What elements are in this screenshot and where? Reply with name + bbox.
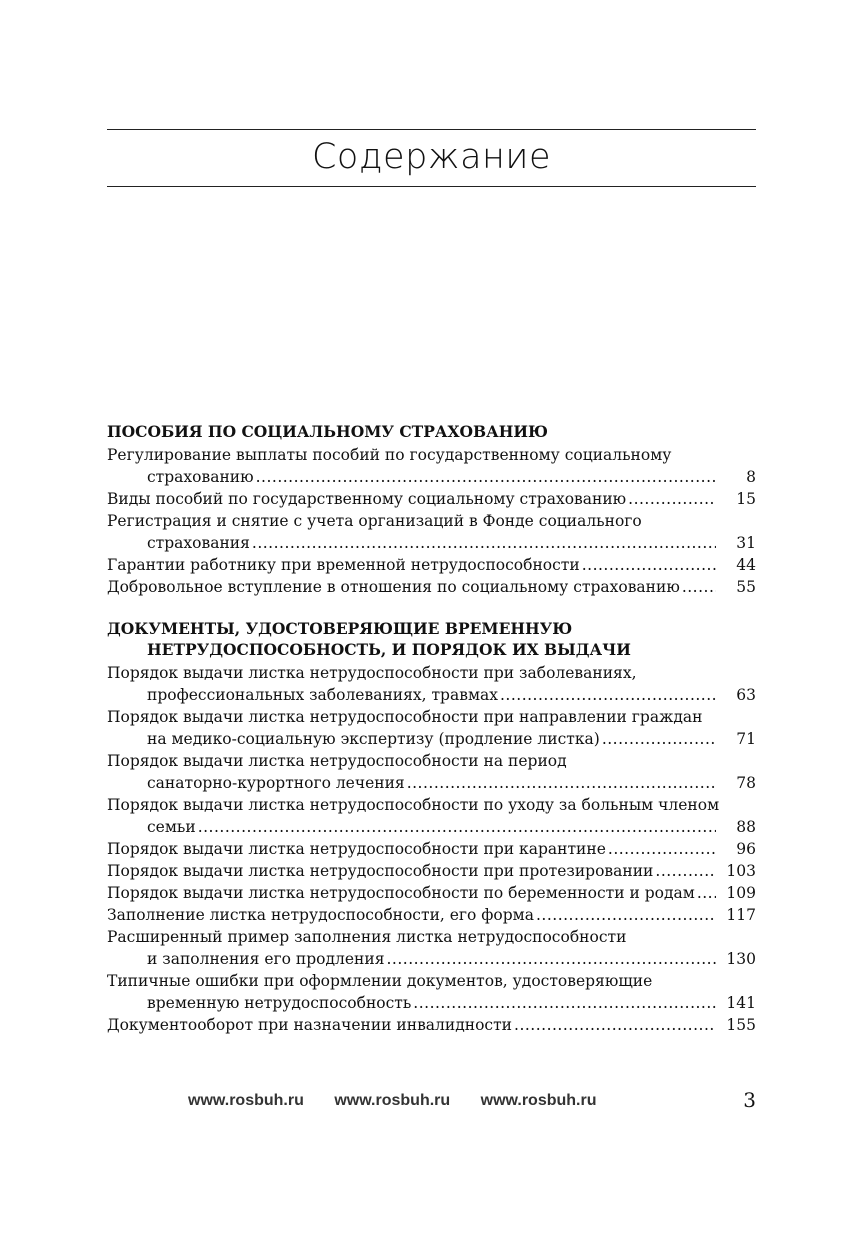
toc-entry-text: Порядок выдачи листка нетрудоспособности по беременности и родам — [107, 884, 695, 902]
dot-leader — [655, 860, 716, 882]
toc-page-number: 55 — [736, 578, 756, 596]
dot-leader — [582, 554, 716, 576]
toc-page-number: 96 — [736, 840, 756, 858]
toc-entry-text: и заполнения его продления — [147, 950, 385, 968]
toc-page-number: 31 — [736, 534, 756, 552]
toc-page-number: 103 — [726, 862, 756, 880]
toc-entry-text: семьи — [147, 818, 196, 836]
toc-entry[interactable] — [107, 860, 756, 882]
dot-leader — [536, 904, 716, 926]
toc-entry[interactable] — [107, 882, 756, 904]
toc-entry[interactable] — [107, 750, 756, 794]
toc-entry-text: Порядок выдачи листка нетрудоспособности при направлении граждан — [107, 708, 703, 726]
toc-page-number: 109 — [726, 884, 756, 902]
footer-links — [188, 1092, 620, 1110]
dot-leader — [628, 488, 716, 510]
toc-entry-text: Порядок выдачи листка нетрудоспособности при карантине — [107, 840, 606, 858]
toc-entry-text: Порядок выдачи листка нетрудоспособности при протезировании — [107, 862, 654, 880]
toc-entry-text: Документооборот при назначении инвалидности — [107, 1016, 513, 1034]
section-heading-line: НЕТРУДОСПОСОБНОСТЬ, И ПОРЯДОК ИХ ВЫДАЧИ — [147, 640, 631, 659]
toc-entry[interactable] — [107, 926, 756, 970]
dot-leader — [500, 684, 716, 706]
toc-entry[interactable] — [107, 554, 756, 576]
toc-page-number: 117 — [726, 906, 756, 924]
dot-leader — [256, 466, 716, 488]
toc-entry-text: страхования — [147, 534, 250, 552]
toc-entry[interactable] — [107, 838, 756, 860]
toc-entry-text: страхованию — [147, 468, 254, 486]
footer-link[interactable]: www.rosbuh.ru — [480, 1092, 597, 1109]
toc-entry-text: Регулирование выплаты пособий по государственному социальному — [107, 446, 672, 464]
toc-entry[interactable] — [107, 794, 756, 838]
page-title: Содержание — [311, 137, 551, 177]
dot-leader — [697, 882, 716, 904]
toc-section — [107, 618, 756, 1036]
table-of-contents — [107, 421, 756, 1056]
footer-link[interactable]: www.rosbuh.ru — [188, 1092, 304, 1109]
toc-entry-text: Добровольное вступление в отношения по социальному страхованию — [107, 578, 680, 596]
toc-entry-text: профессиональных заболеваниях, травмах — [147, 686, 498, 704]
dot-leader — [682, 576, 716, 598]
toc-entry[interactable] — [107, 1014, 756, 1036]
dot-leader — [413, 992, 716, 1014]
section-heading-line: ДОКУМЕНТЫ, УДОСТОВЕРЯЮЩИЕ ВРЕМЕННУЮ — [107, 619, 573, 638]
toc-page-number: 78 — [736, 774, 756, 792]
toc-entry-text: Гарантии работнику при временной нетрудоспособности — [107, 556, 580, 574]
dot-leader — [198, 816, 716, 838]
toc-entry-text: Расширенный пример заполнения листка нетрудоспособности — [107, 928, 627, 946]
toc-entry[interactable] — [107, 706, 756, 750]
toc-entry-text: на медико-социальную экспертизу (продление листка) — [147, 730, 600, 748]
toc-page-number: 141 — [726, 994, 756, 1012]
footer-link[interactable]: www.rosbuh.ru — [334, 1092, 451, 1109]
toc-entry[interactable] — [107, 444, 756, 488]
toc-entry[interactable] — [107, 970, 756, 1014]
toc-entry[interactable] — [107, 488, 756, 510]
dot-leader — [608, 838, 716, 860]
toc-entry-text: Порядок выдачи листка нетрудоспособности по уходу за больным членом — [107, 796, 720, 814]
toc-entry-text: санаторно-курортного лечения — [147, 774, 405, 792]
toc-entry-text: Виды пособий по государственному социальному страхованию — [107, 490, 627, 508]
toc-entry[interactable] — [107, 510, 756, 554]
toc-entry-text: Типичные ошибки при оформлении документов, удостоверяющие — [107, 972, 653, 990]
section-heading-line: ПОСОБИЯ ПО СОЦИАЛЬНОМУ СТРАХОВАНИЮ — [107, 422, 548, 441]
toc-entry-text: Регистрация и снятие с учета организаций в Фонде социального — [107, 512, 642, 530]
dot-leader — [602, 728, 716, 750]
toc-entry-text: временную нетрудоспособность — [147, 994, 412, 1012]
toc-page-number: 155 — [726, 1016, 756, 1034]
dot-leader — [386, 948, 716, 970]
toc-entry-text: Порядок выдачи листка нетрудоспособности на период — [107, 752, 567, 770]
toc-entry[interactable] — [107, 904, 756, 926]
section-heading — [107, 421, 756, 442]
page-number: 3 — [743, 1088, 756, 1112]
title-frame — [107, 129, 756, 187]
toc-page-number: 71 — [736, 730, 756, 748]
toc-entry[interactable] — [107, 576, 756, 598]
toc-entry-text: Заполнение листка нетрудоспособности, его форма — [107, 906, 534, 924]
section-heading — [107, 618, 756, 660]
toc-page-number: 88 — [736, 818, 756, 836]
toc-page-number: 63 — [736, 686, 756, 704]
toc-entry[interactable] — [107, 662, 756, 706]
toc-page-number: 8 — [746, 468, 756, 486]
dot-leader — [252, 532, 716, 554]
toc-entry-text: Порядок выдачи листка нетрудоспособности при заболеваниях, — [107, 664, 637, 682]
toc-section — [107, 421, 756, 598]
dot-leader — [407, 772, 716, 794]
dot-leader — [514, 1014, 716, 1036]
toc-page-number: 130 — [726, 950, 756, 968]
toc-page-number: 44 — [736, 556, 756, 574]
toc-page-number: 15 — [736, 490, 756, 508]
